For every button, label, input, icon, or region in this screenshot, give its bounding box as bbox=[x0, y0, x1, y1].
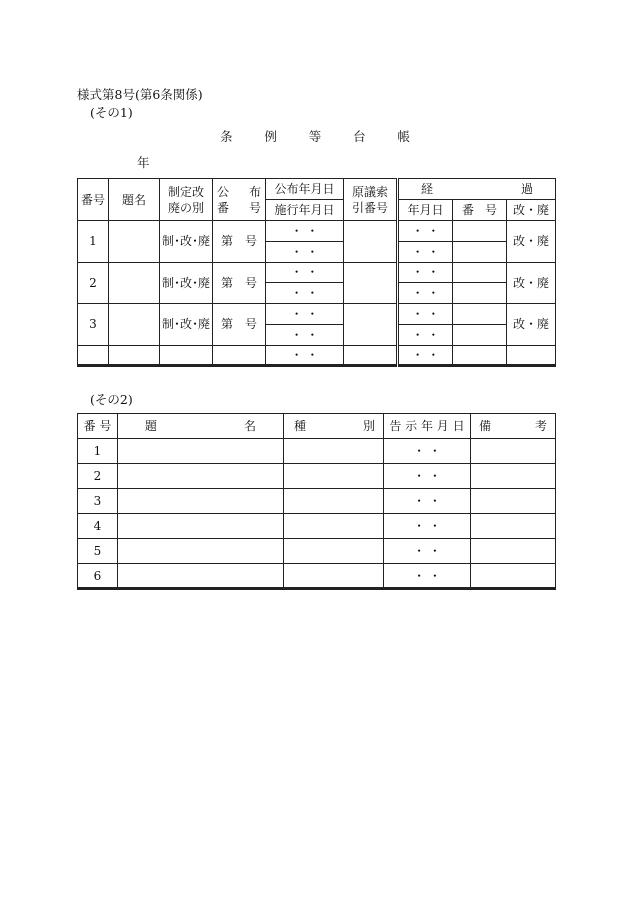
title-char: 帳 bbox=[397, 129, 410, 144]
header-remarks-b: 考 bbox=[534, 419, 547, 433]
row-pub-b: 号 bbox=[244, 234, 257, 249]
header-enact-type-line2: 廃の別 bbox=[167, 200, 204, 215]
row-history-number[interactable] bbox=[453, 304, 507, 325]
header-keika-b: 過 bbox=[520, 182, 533, 196]
row-history-number[interactable] bbox=[453, 283, 507, 304]
header-history bbox=[398, 179, 556, 200]
row-type-cell[interactable] bbox=[284, 514, 384, 539]
row-enact-type[interactable] bbox=[160, 345, 213, 366]
header-pub-b: 布 bbox=[248, 184, 261, 199]
row-history-date[interactable]: ・ ・ bbox=[398, 283, 453, 304]
row-title-cell[interactable] bbox=[109, 304, 160, 346]
row-remarks-cell[interactable] bbox=[471, 539, 556, 564]
row-pub-a: 第 bbox=[221, 275, 234, 290]
row-history-date[interactable]: ・ ・ bbox=[398, 241, 453, 262]
header-pub-a: 公 bbox=[217, 184, 230, 199]
row-original-index[interactable] bbox=[344, 221, 398, 263]
row-history-date[interactable]: ・ ・ bbox=[398, 345, 453, 366]
row-enact-type: 制･改･廃 bbox=[160, 304, 213, 346]
part1-label: (その1) bbox=[90, 105, 133, 120]
row-number: 3 bbox=[78, 304, 109, 346]
row-history-type: 改・廃 bbox=[507, 304, 556, 346]
row-notice-date[interactable]: ・ ・ bbox=[384, 439, 471, 464]
header-pub-d: 号 bbox=[248, 200, 261, 215]
row-promulgation-date[interactable]: ・ ・ bbox=[266, 221, 344, 242]
row-number[interactable] bbox=[78, 345, 109, 366]
row-history-number[interactable] bbox=[453, 262, 507, 283]
title-char: 台 bbox=[353, 129, 366, 144]
row-type-cell[interactable] bbox=[284, 489, 384, 514]
header-title-a: 題 bbox=[145, 419, 158, 433]
title-char: 例 bbox=[264, 129, 277, 144]
row-title-cell[interactable] bbox=[109, 345, 160, 366]
row-promulgation-date[interactable]: ・ ・ bbox=[266, 262, 344, 283]
row-notice-date[interactable]: ・ ・ bbox=[384, 489, 471, 514]
header-enact-type-line1: 制定改 bbox=[167, 184, 204, 199]
header-pub-c: 番 bbox=[217, 200, 230, 215]
header-enforcement-date: 施行年月日 bbox=[266, 200, 344, 221]
ordinance-register-table bbox=[77, 178, 556, 367]
row-title-cell[interactable] bbox=[118, 439, 284, 464]
row-promulgation-number bbox=[213, 262, 266, 304]
row-history-type: 改・廃 bbox=[507, 262, 556, 304]
row-title-cell[interactable] bbox=[118, 514, 284, 539]
row-notice-date[interactable]: ・ ・ bbox=[384, 514, 471, 539]
row-remarks-cell[interactable] bbox=[471, 564, 556, 589]
row-promulgation-date[interactable]: ・ ・ bbox=[266, 304, 344, 325]
title-char: 等 bbox=[308, 129, 322, 144]
row-number: 3 bbox=[78, 489, 118, 514]
row-history-type[interactable] bbox=[507, 345, 556, 366]
register-title bbox=[220, 127, 410, 145]
row-number: 4 bbox=[78, 514, 118, 539]
row-remarks-cell[interactable] bbox=[471, 514, 556, 539]
row-remarks-cell[interactable] bbox=[471, 464, 556, 489]
row-history-date[interactable]: ・ ・ bbox=[398, 221, 453, 242]
header-type bbox=[284, 414, 384, 439]
row-title-cell[interactable] bbox=[118, 464, 284, 489]
header-remarks-a: 備 bbox=[479, 419, 492, 433]
header-number: 番号 bbox=[78, 179, 109, 221]
row-pub-b: 号 bbox=[244, 275, 257, 290]
header-sub-num-a: 番 bbox=[462, 203, 475, 217]
row-enact-type: 制･改･廃 bbox=[160, 221, 213, 263]
row-title-cell[interactable] bbox=[109, 221, 160, 263]
row-title-cell[interactable] bbox=[118, 539, 284, 564]
row-number: 2 bbox=[78, 464, 118, 489]
row-enforcement-date[interactable]: ・ ・ bbox=[266, 324, 344, 345]
row-number: 6 bbox=[78, 564, 118, 589]
form-number-label: 様式第8号(第6条関係) bbox=[77, 87, 203, 102]
row-pub-a: 第 bbox=[221, 234, 234, 249]
row-promulgation-number bbox=[213, 304, 266, 346]
row-enact-type: 制･改･廃 bbox=[160, 262, 213, 304]
header-title bbox=[118, 414, 284, 439]
header-history-date: 年月日 bbox=[398, 200, 453, 221]
header-history-type: 改・廃 bbox=[507, 200, 556, 221]
notice-register-table bbox=[77, 413, 556, 590]
header-history-number bbox=[453, 200, 507, 221]
row-enforcement-date[interactable]: ・ ・ bbox=[266, 283, 344, 304]
row-type-cell[interactable] bbox=[284, 439, 384, 464]
row-history-date[interactable]: ・ ・ bbox=[398, 262, 453, 283]
header-sub-num-b: 号 bbox=[484, 203, 497, 217]
row-promulgation-number[interactable] bbox=[213, 345, 266, 366]
row-type-cell[interactable] bbox=[284, 464, 384, 489]
header-notice-date: 告 示 年 月 日 bbox=[384, 414, 471, 439]
row-pub-b: 号 bbox=[244, 317, 257, 332]
header-enact-type bbox=[160, 179, 213, 221]
row-history-date[interactable]: ・ ・ bbox=[398, 324, 453, 345]
row-history-date[interactable]: ・ ・ bbox=[398, 304, 453, 325]
row-title-cell[interactable] bbox=[118, 489, 284, 514]
row-notice-date[interactable]: ・ ・ bbox=[384, 464, 471, 489]
row-promulgation-date[interactable]: ・ ・ bbox=[266, 345, 344, 366]
header-promulgation-number bbox=[213, 179, 266, 221]
header-promulgation-date: 公布年月日 bbox=[266, 179, 344, 200]
row-history-number[interactable] bbox=[453, 241, 507, 262]
title-char: 条 bbox=[220, 129, 233, 144]
row-history-number[interactable] bbox=[453, 345, 507, 366]
row-history-number[interactable] bbox=[453, 324, 507, 345]
year-label: 年 bbox=[137, 155, 150, 170]
row-notice-date[interactable]: ・ ・ bbox=[384, 539, 471, 564]
row-pub-a: 第 bbox=[221, 317, 234, 332]
header-original-index bbox=[344, 179, 398, 221]
row-promulgation-number bbox=[213, 221, 266, 263]
header-remarks bbox=[471, 414, 556, 439]
row-title-cell[interactable] bbox=[109, 262, 160, 304]
row-history-number[interactable] bbox=[453, 221, 507, 242]
row-original-index[interactable] bbox=[344, 304, 398, 346]
row-enforcement-date[interactable]: ・ ・ bbox=[266, 241, 344, 262]
header-number: 番 号 bbox=[78, 414, 118, 439]
part2-label: (その2) bbox=[90, 392, 133, 407]
header-keika-a: 経 bbox=[421, 182, 434, 196]
row-title-cell[interactable] bbox=[118, 564, 284, 589]
header-orig-line1: 原議索 bbox=[351, 184, 388, 199]
row-original-index[interactable] bbox=[344, 345, 398, 366]
row-type-cell[interactable] bbox=[284, 564, 384, 589]
header-type-a: 種 bbox=[294, 419, 307, 433]
header-orig-line2: 引番号 bbox=[351, 200, 388, 215]
row-number: 1 bbox=[78, 221, 109, 263]
row-remarks-cell[interactable] bbox=[471, 439, 556, 464]
row-number: 2 bbox=[78, 262, 109, 304]
row-notice-date[interactable]: ・ ・ bbox=[384, 564, 471, 589]
header-title: 題名 bbox=[109, 179, 160, 221]
row-number: 1 bbox=[78, 439, 118, 464]
row-history-type: 改・廃 bbox=[507, 221, 556, 263]
row-remarks-cell[interactable] bbox=[471, 489, 556, 514]
row-original-index[interactable] bbox=[344, 262, 398, 304]
row-type-cell[interactable] bbox=[284, 539, 384, 564]
header-type-b: 別 bbox=[362, 419, 375, 433]
row-number: 5 bbox=[78, 539, 118, 564]
header-title-b: 名 bbox=[243, 419, 256, 433]
